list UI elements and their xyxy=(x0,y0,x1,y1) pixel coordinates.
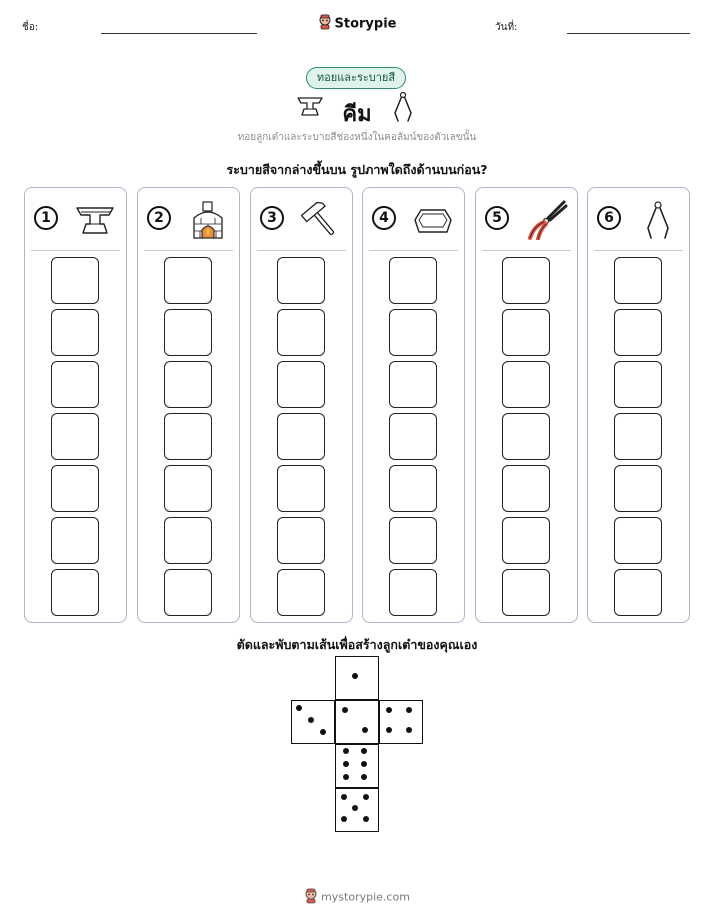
column-card-4 xyxy=(362,187,465,623)
color-cell[interactable] xyxy=(51,413,99,460)
color-cell[interactable] xyxy=(164,413,212,460)
dice-caption: ตัดและพับตามเส้นเพื่อสร้างลูกเต๋าของคุณเอง xyxy=(236,637,478,652)
dice-pip xyxy=(296,705,302,711)
date-label: วันที่: xyxy=(495,22,518,33)
hammer-icon xyxy=(299,200,343,240)
column-number: 6 xyxy=(597,206,621,230)
dice-pip xyxy=(342,707,348,713)
color-cell[interactable] xyxy=(277,569,325,616)
color-cell[interactable] xyxy=(164,517,212,564)
color-cell[interactable] xyxy=(164,569,212,616)
column-number: 4 xyxy=(372,206,396,230)
color-cell[interactable] xyxy=(277,309,325,356)
dice-face-1 xyxy=(335,656,379,700)
column-number: 3 xyxy=(260,206,284,230)
column-card-5 xyxy=(475,187,578,623)
color-cell[interactable] xyxy=(51,465,99,512)
color-cell[interactable] xyxy=(389,257,437,304)
dice-face-4 xyxy=(379,700,423,744)
color-cell[interactable] xyxy=(614,361,662,408)
color-cell[interactable] xyxy=(164,465,212,512)
color-cell[interactable] xyxy=(614,257,662,304)
dice-pip xyxy=(352,805,358,811)
column-card-6 xyxy=(587,187,690,623)
color-cell[interactable] xyxy=(502,257,550,304)
column-card-2 xyxy=(137,187,240,623)
column-number: 2 xyxy=(147,206,171,230)
color-cell[interactable] xyxy=(502,517,550,564)
date-line[interactable] xyxy=(567,33,690,34)
color-cell[interactable] xyxy=(502,361,550,408)
dice-face-5 xyxy=(335,788,379,832)
dice-face-2 xyxy=(335,700,379,744)
column-divider xyxy=(482,250,571,251)
column-number: 5 xyxy=(485,206,509,230)
color-cell[interactable] xyxy=(51,569,99,616)
brand-name: Storypie xyxy=(334,16,397,32)
footer xyxy=(0,888,714,907)
color-cell[interactable] xyxy=(614,465,662,512)
dice-pip xyxy=(406,707,412,713)
color-cell[interactable] xyxy=(277,257,325,304)
color-cell[interactable] xyxy=(277,413,325,460)
color-cell[interactable] xyxy=(389,517,437,564)
tongs-icon xyxy=(392,91,414,123)
dice-pip xyxy=(343,774,349,780)
dice-pip xyxy=(363,794,369,800)
color-cell[interactable] xyxy=(164,361,212,408)
dice-face-6 xyxy=(335,744,379,788)
dice-pip xyxy=(341,816,347,822)
dice-pip xyxy=(362,727,368,733)
color-cell[interactable] xyxy=(277,517,325,564)
dice-pip xyxy=(386,727,392,733)
page-title: คีม xyxy=(342,102,372,127)
color-cell[interactable] xyxy=(389,413,437,460)
column-number: 1 xyxy=(34,206,58,230)
column-divider xyxy=(31,250,120,251)
color-cell[interactable] xyxy=(614,517,662,564)
question: ระบายสีจากล่างขึ้นบน รูปภาพใดถึงด้านบนก่อน? xyxy=(226,162,488,177)
dice-pip xyxy=(343,761,349,767)
dice-face-3 xyxy=(291,700,335,744)
dice-pip xyxy=(308,717,314,723)
color-cell[interactable] xyxy=(389,361,437,408)
dice-pip xyxy=(341,794,347,800)
storypie-mascot-icon xyxy=(318,14,332,34)
footer-site[interactable]: mystorypie.com xyxy=(321,890,410,904)
color-cell[interactable] xyxy=(502,465,550,512)
instructions: ทอยลูกเต๋าและระบายสีช่องหนึ่งในคอลัมน์ของตัวเลขนั้น xyxy=(237,132,477,143)
color-cell[interactable] xyxy=(164,309,212,356)
color-cell[interactable] xyxy=(51,257,99,304)
column-card-1 xyxy=(24,187,127,623)
name-label: ชื่อ: xyxy=(22,22,39,33)
dice-pip xyxy=(363,816,369,822)
color-cell[interactable] xyxy=(502,309,550,356)
brand-logo xyxy=(0,14,714,34)
dice-pip xyxy=(361,774,367,780)
color-cell[interactable] xyxy=(614,413,662,460)
color-cell[interactable] xyxy=(502,569,550,616)
dice-pip xyxy=(352,673,358,679)
anvil-icon xyxy=(73,200,117,240)
dice-pip xyxy=(406,727,412,733)
column-divider xyxy=(369,250,458,251)
column-card-3 xyxy=(250,187,353,623)
dice-pip xyxy=(361,748,367,754)
color-cell[interactable] xyxy=(614,569,662,616)
column-divider xyxy=(594,250,683,251)
color-cell[interactable] xyxy=(614,309,662,356)
color-cell[interactable] xyxy=(502,413,550,460)
tongs-icon xyxy=(636,200,680,240)
color-cell[interactable] xyxy=(277,361,325,408)
color-cell[interactable] xyxy=(277,465,325,512)
pliers-icon xyxy=(524,200,568,240)
dice-pip xyxy=(386,707,392,713)
color-cell[interactable] xyxy=(51,309,99,356)
activity-badge: ทอยและระบายสี xyxy=(306,67,406,89)
forge-furnace-icon xyxy=(186,200,230,240)
column-divider xyxy=(257,250,346,251)
color-cell[interactable] xyxy=(164,257,212,304)
color-cell[interactable] xyxy=(51,361,99,408)
dice-pip xyxy=(361,761,367,767)
color-cell[interactable] xyxy=(389,309,437,356)
dice-pip xyxy=(320,729,326,735)
storypie-mascot-icon xyxy=(304,888,318,907)
color-cell[interactable] xyxy=(389,465,437,512)
color-cell[interactable] xyxy=(51,517,99,564)
column-divider xyxy=(144,250,233,251)
color-cell[interactable] xyxy=(389,569,437,616)
metal-ingot-icon xyxy=(411,200,455,240)
dice-pip xyxy=(343,748,349,754)
